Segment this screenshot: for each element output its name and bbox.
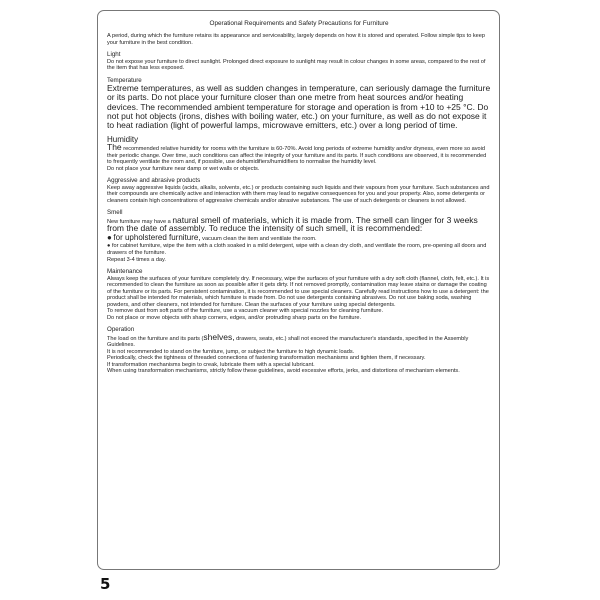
- operation-body: [107, 331, 491, 349]
- page-number: 5: [100, 575, 111, 593]
- smell-bullet-1: [107, 234, 491, 243]
- smell-bullet-1-text: vacuum clean the item and ventilate the room.: [202, 235, 317, 242]
- smell-bullet-2: [107, 243, 491, 257]
- humidity-heading: Humidity: [107, 135, 139, 145]
- operation-line-2: It is not recommended to stand on the furniture, jump, or subject the furniture to high dynamic loads.: [107, 348, 355, 355]
- aggressive-heading: Aggressive and abrasive products: [107, 177, 201, 185]
- operation-line-4: If transformation mechanisms begin to creak, lubricate them with a special lubricant.: [107, 361, 315, 368]
- page-frame: [97, 10, 500, 570]
- operation-line-3: Periodically, check the tightness of threaded connections of fastening transformation mechanisms and tighten them, if necessary.: [107, 355, 426, 362]
- humidity-body: [107, 144, 491, 166]
- document-title: Operational Requirements and Safety Precautions for Furniture: [209, 20, 389, 27]
- operation-lead: The load on the furniture and its parts (: [107, 335, 204, 342]
- maintenance-body: Always keep the surfaces of your furniture completely dry. If necessary, wipe the surfaces of your furniture with a dry soft cloth (flannel, cloth, felt, etc.). It is recommended to clean the furniture as soon as possible after it gets dirty. If not removed promptly, contamination may leave stains or damage the coating of the furniture or its parts. For persistent contamination, it is recommended to use special cleaners. Carefully read instructions how to use a detergent: the product shall be intended for materials, which furniture is made from. Do not use detergents containing abrasives. Do not use baking soda, washing powders, and other cleaners, not intended for furniture. Clean the surfaces of your furniture using special detergents.: [107, 275, 490, 308]
- maintenance-heading: Maintenance: [107, 268, 143, 276]
- bullet-icon: ●: [107, 232, 112, 242]
- temperature-heading: Temperature: [107, 76, 142, 84]
- maintenance-body-2: To remove dust from soft parts of the furniture, use a vacuum cleaner with special nozzles for cleaning furniture.: [107, 308, 384, 315]
- humidity-body-2: Do not place your furniture near damp or wet walls or objects.: [107, 165, 260, 172]
- smell-bullet-2-text: for cabinet furniture, wipe the item with a cloth soaked in a mild detergent, wipe with a clean dry cloth, and ventilate the room, pre-opening all doors and drawers of the furniture.: [107, 242, 487, 256]
- aggressive-body: Keep away aggressive liquids (acids, alkalis, solvents, etc.) or products containing such liquids and their vapours from your furniture. Such substances and their compounds are chemically active and interaction with them may lead to negative consequences for you and your property. Also, some detergents or cleaners contain high concentrations of aggressive chemicals and/or abrasive substances. The use of such detergents or cleaners is not allowed.: [107, 184, 490, 204]
- smell-bullet-1-lead: for upholstered furniture,: [113, 232, 201, 242]
- operation-heading: Operation: [107, 326, 135, 334]
- operation-shelves: shelves,: [203, 331, 235, 342]
- maintenance-body-3: Do not place or move objects with sharp corners, edges, and/or protruding sharp parts on the furniture.: [107, 314, 362, 321]
- operation-rest: drawers, seats, etc.) shall not exceed the manufacturer's standards, specified in the Assembly Guidelines.: [107, 335, 469, 349]
- humidity-lead: The: [107, 142, 122, 153]
- smell-text: natural smell of materials, which it is made from. The smell can linger for 3 weeks from the date of assembly. To reduce the intensity of such smell, it is recommended:: [107, 214, 478, 234]
- light-heading: Light: [107, 51, 121, 58]
- smell-body: [107, 214, 491, 234]
- humidity-text: recommended relative humidity for rooms with the furniture is 60-70%. Avoid long periods of extreme humidity and/or dryness, even more so avoid their periodic change. Over time, such conditions can affect the integrity of your furniture and its parts. If such conditions are observed, it is recommended to frequently ventilate the room and, if possible, use dehumidifiers/humidifiers to normalise the humidity level.: [107, 146, 487, 166]
- smell-repeat: Repeat 3-4 times a day.: [107, 256, 166, 263]
- temperature-body: Extreme temperatures, as well as sudden changes in temperature, can seriously damage the furniture or its parts. Do not place your furniture closer than one metre from heat sources and/or heating devices. The recommended ambient temperature for storage and operation is from +10 to +25 °C. Do not put hot objects (irons, dishes with boiling water, etc.) on your furniture, as well as do not expose it to heat radiation (light of powerful lamps, microwave emitters, etc.) over a long period of time.: [107, 83, 491, 131]
- light-body: Do not expose your furniture to direct sunlight. Prolonged direct exposure to sunlight may result in colour changes in some areas, compared to the rest of the item that has less exposed.: [107, 58, 486, 71]
- intro-paragraph: A period, during which the furniture retains its appearance and serviceability, largely depends on how it is stored and operated. Follow simple tips to keep your furniture in the best condition.: [107, 33, 485, 46]
- smell-heading: Smell: [107, 209, 123, 217]
- smell-lead: New furniture may have a: [107, 218, 171, 225]
- operation-line-5: When using transformation mechanisms, strictly follow these guidelines, avoid excessive efforts, jerks, and distortions of mechanism elements.: [107, 368, 460, 375]
- bullet-icon: ●: [107, 242, 111, 249]
